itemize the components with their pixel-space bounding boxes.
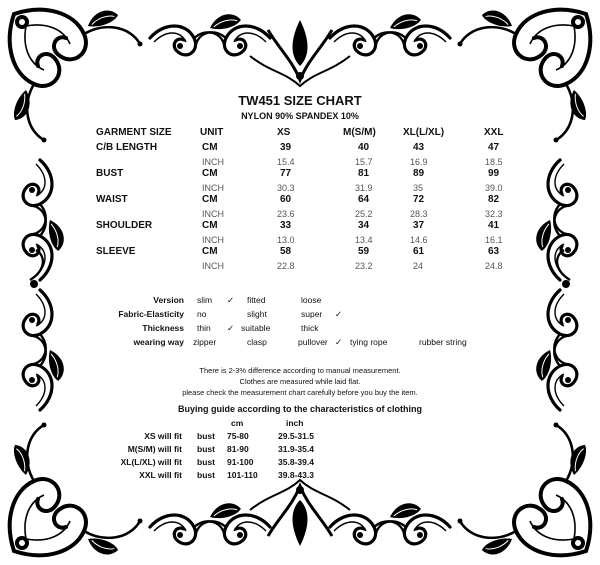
cell-inch: 16.1 <box>485 235 503 245</box>
row-label-cb-length: C/B LENGTH <box>96 142 158 153</box>
unit-cm: CM <box>202 194 218 205</box>
thickness-option-thick: thick <box>301 323 319 333</box>
cell-inch: 25.2 <box>355 209 373 219</box>
guide-size: M(S/M) will fit <box>127 444 182 454</box>
guide-inch: 39.8-43.3 <box>278 470 314 480</box>
guide-cm: 101-110 <box>227 470 258 480</box>
cell-inch: 16.9 <box>410 157 428 167</box>
cell-inch: 35 <box>413 183 424 193</box>
header-unit: UNIT <box>200 127 224 138</box>
buying-guide-title: Buying guide according to the characteristics of clothing <box>177 404 423 414</box>
row-label-bust: BUST <box>96 168 124 179</box>
guide-cm: 81-90 <box>227 444 249 454</box>
elasticity-option-super: super <box>301 309 323 319</box>
chart-title: TW451 SIZE CHART <box>238 93 362 108</box>
row-label-waist: WAIST <box>96 194 128 205</box>
row-label-shoulder: SHOULDER <box>96 220 153 231</box>
unit-inch: INCH <box>202 261 224 271</box>
cell-cm: 41 <box>488 220 500 231</box>
unit-inch: INCH <box>202 183 224 193</box>
cell-inch: 32.3 <box>485 209 503 219</box>
unit-cm: CM <box>202 168 218 179</box>
elasticity-option-slight: slight <box>247 309 267 319</box>
cell-cm: 59 <box>358 246 370 257</box>
cell-inch: 23.2 <box>355 261 373 271</box>
unit-inch: INCH <box>202 157 224 167</box>
elasticity-option-no: no <box>197 309 207 319</box>
guide-cm: 91-100 <box>227 457 254 467</box>
check-mark-icon: ✓ <box>335 309 343 319</box>
guide-inch: 35.8-39.4 <box>278 457 314 467</box>
material-composition: NYLON 90% SPANDEX 10% <box>241 111 359 121</box>
header-xxl: XXL <box>484 127 504 138</box>
header-xs: XS <box>277 127 291 138</box>
cell-inch: 15.4 <box>277 157 295 167</box>
cell-cm: 43 <box>413 142 425 153</box>
cell-inch: 30.3 <box>277 183 295 193</box>
cell-inch: 23.6 <box>277 209 295 219</box>
unit-inch: INCH <box>202 209 224 219</box>
guide-col-inch: inch <box>286 418 304 428</box>
check-mark-icon: ✓ <box>227 323 235 333</box>
cell-cm: 33 <box>280 220 292 231</box>
unit-cm: CM <box>202 142 218 153</box>
cell-cm: 37 <box>413 220 425 231</box>
guide-inch: 29.5-31.5 <box>278 431 314 441</box>
note-check-chart: please check the measurement chart carefully before you buy the item. <box>182 388 418 397</box>
fabric-elasticity-label: Fabric-Elasticity <box>118 309 184 319</box>
guide-part: bust <box>197 470 215 480</box>
cell-cm: 61 <box>413 246 425 257</box>
cell-cm: 77 <box>280 168 292 179</box>
guide-col-cm: cm <box>231 418 244 428</box>
row-label-sleeve: SLEEVE <box>96 246 136 257</box>
guide-part: bust <box>197 431 215 441</box>
guide-cm: 75-80 <box>227 431 249 441</box>
unit-cm: CM <box>202 220 218 231</box>
cell-inch: 13.4 <box>355 235 373 245</box>
cell-cm: 63 <box>488 246 500 257</box>
wearing-option-clasp: clasp <box>247 337 267 347</box>
wearing-option-zipper: zipper <box>193 337 217 347</box>
version-option-loose: loose <box>301 295 322 305</box>
cell-cm: 58 <box>280 246 292 257</box>
cell-cm: 89 <box>413 168 425 179</box>
header-xl: XL(L/XL) <box>403 127 445 138</box>
header-garment-size: GARMENT SIZE <box>96 127 172 138</box>
version-option-fitted: fitted <box>247 295 266 305</box>
guide-part: bust <box>197 444 215 454</box>
thickness-label: Thickness <box>142 323 184 333</box>
cell-inch: 13.0 <box>277 235 295 245</box>
guide-size: XXL will fit <box>139 470 182 480</box>
wearing-option-tying-rope: tying rope <box>350 337 388 347</box>
check-mark-icon: ✓ <box>335 337 343 347</box>
cell-inch: 18.5 <box>485 157 503 167</box>
cell-cm: 60 <box>280 194 292 205</box>
guide-part: bust <box>197 457 215 467</box>
cell-cm: 82 <box>488 194 500 205</box>
guide-inch: 31.9-35.4 <box>278 444 314 454</box>
cell-cm: 99 <box>488 168 500 179</box>
note-difference: There is 2-3% difference according to manual measurement. <box>199 366 401 375</box>
cell-cm: 39 <box>280 142 292 153</box>
unit-cm: CM <box>202 246 218 257</box>
cell-inch: 15.7 <box>355 157 373 167</box>
guide-size: XS will fit <box>144 431 182 441</box>
wearing-way-label: wearing way <box>133 337 184 347</box>
cell-cm: 81 <box>358 168 370 179</box>
cell-inch: 31.9 <box>355 183 373 193</box>
cell-cm: 72 <box>413 194 425 205</box>
cell-cm: 40 <box>358 142 370 153</box>
cell-inch: 24 <box>413 261 424 271</box>
note-laid-flat: Clothes are measured while laid flat. <box>239 377 361 386</box>
wearing-option-rubber-string: rubber string <box>419 337 467 347</box>
cell-inch: 39.0 <box>485 183 503 193</box>
check-mark-icon: ✓ <box>227 295 235 305</box>
cell-inch: 24.8 <box>485 261 503 271</box>
cell-cm: 34 <box>358 220 370 231</box>
thickness-option-suitable: suitable <box>241 323 271 333</box>
cell-inch: 28.3 <box>410 209 428 219</box>
version-label: Version <box>153 295 184 305</box>
version-option-slim: slim <box>197 295 213 305</box>
wearing-option-pullover: pullover <box>298 337 328 347</box>
cell-inch: 22.8 <box>277 261 295 271</box>
header-m: M(S/M) <box>343 127 376 138</box>
guide-size: XL(L/XL) will fit <box>120 457 182 467</box>
unit-inch: INCH <box>202 235 224 245</box>
thickness-option-thin: thin <box>197 323 211 333</box>
cell-cm: 64 <box>358 194 370 205</box>
cell-inch: 14.6 <box>410 235 428 245</box>
cell-cm: 47 <box>488 142 500 153</box>
